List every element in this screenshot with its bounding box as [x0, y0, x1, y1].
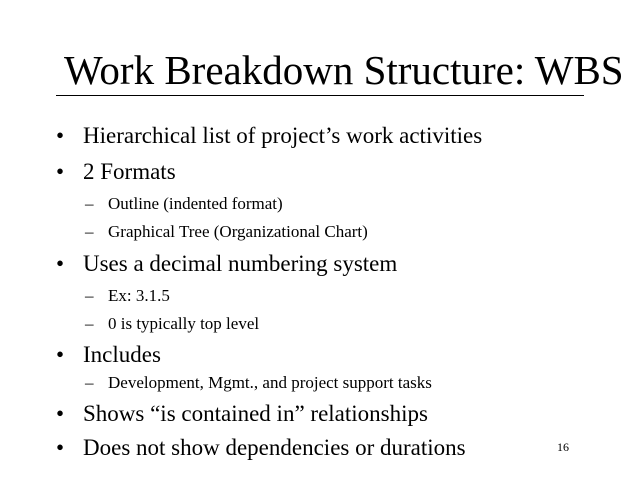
sub-bullet-item	[85, 193, 283, 215]
sub-bullet-marker: –	[85, 373, 94, 392]
bullet-marker: •	[56, 342, 65, 367]
bullet-text: Hierarchical list of project’s work activities	[83, 123, 483, 148]
title-divider	[56, 95, 584, 96]
bullet-marker: •	[56, 435, 65, 460]
bullet-text: Does not show dependencies or durations	[83, 435, 466, 460]
sub-bullet-item	[85, 372, 432, 394]
bullet-marker: •	[56, 251, 65, 276]
sub-bullet-item	[85, 285, 170, 307]
bullet-text: Uses a decimal numbering system	[83, 251, 398, 276]
bullet-item	[56, 122, 482, 150]
bullet-item	[56, 434, 466, 462]
bullet-item	[56, 158, 176, 186]
bullet-text: Includes	[83, 342, 161, 367]
bullet-item	[56, 250, 397, 278]
bullet-marker: •	[56, 159, 65, 184]
sub-bullet-text: Graphical Tree (Organizational Chart)	[108, 222, 368, 241]
bullet-marker: •	[56, 123, 65, 148]
sub-bullet-marker: –	[85, 286, 94, 305]
sub-bullet-marker: –	[85, 194, 94, 213]
sub-bullet-item	[85, 221, 368, 243]
sub-bullet-marker: –	[85, 222, 94, 241]
slide-title: Work Breakdown Structure: WBS	[64, 47, 624, 93]
sub-bullet-text: 0 is typically top level	[108, 314, 260, 333]
bullet-text: 2 Formats	[83, 159, 176, 184]
bullet-item	[56, 341, 161, 369]
bullet-item	[56, 400, 428, 428]
sub-bullet-marker: –	[85, 314, 94, 333]
page-number: 16	[557, 440, 569, 454]
sub-bullet-text: Ex: 3.1.5	[108, 286, 170, 305]
sub-bullet-text: Development, Mgmt., and project support tasks	[108, 373, 432, 392]
bullet-marker: •	[56, 401, 65, 426]
sub-bullet-text: Outline (indented format)	[108, 194, 283, 213]
bullet-text: Shows “is contained in” relationships	[83, 401, 428, 426]
sub-bullet-item	[85, 313, 259, 335]
